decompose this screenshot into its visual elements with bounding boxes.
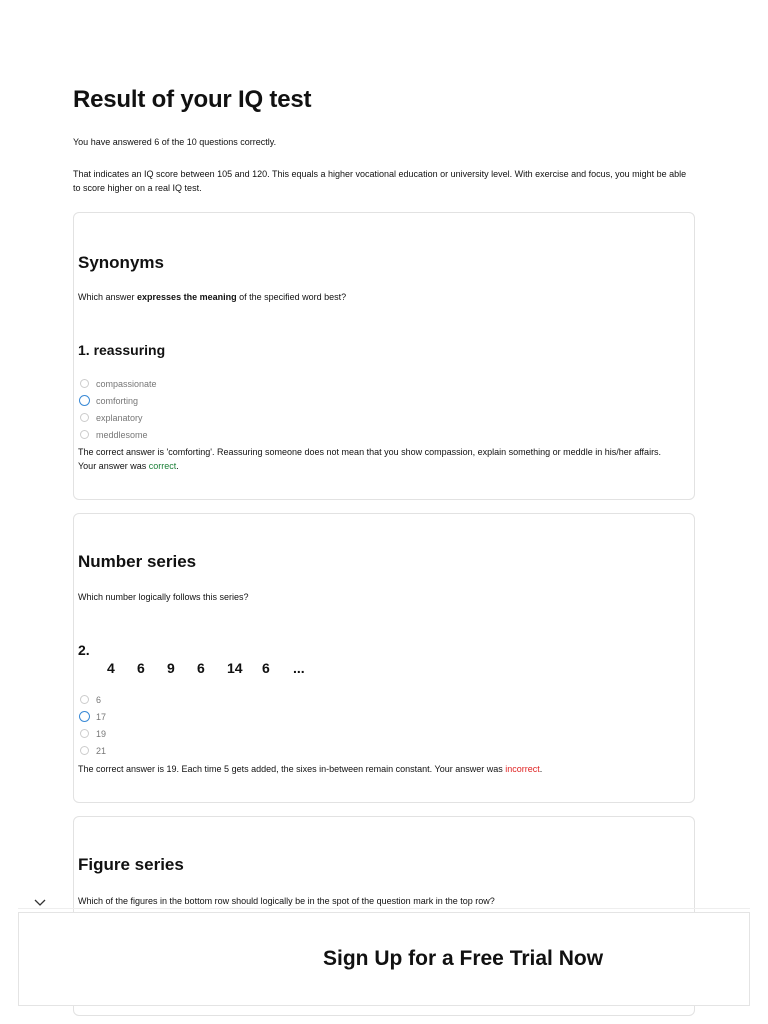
answer-explanation <box>78 762 678 776</box>
explanation-text: . <box>176 461 179 471</box>
synonyms-card <box>73 212 695 500</box>
series-number: 4 <box>107 660 115 676</box>
result-correct: correct <box>148 461 177 471</box>
section-title: Number series <box>78 552 197 571</box>
answer-option[interactable] <box>80 375 157 392</box>
answer-options <box>80 691 106 759</box>
signup-banner <box>18 912 750 1006</box>
option-label: 21 <box>96 745 107 756</box>
radio-button[interactable] <box>80 379 89 388</box>
results-header <box>73 86 697 114</box>
answer-option[interactable] <box>80 691 106 708</box>
answer-option[interactable] <box>80 708 106 725</box>
option-label: compassionate <box>96 378 157 389</box>
option-label: 17 <box>96 711 107 722</box>
radio-button[interactable] <box>80 746 89 755</box>
section-title: Synonyms <box>78 253 164 272</box>
radio-button[interactable] <box>80 729 89 738</box>
option-label: meddlesome <box>96 429 148 440</box>
divider <box>18 908 750 909</box>
section-instruction: Which number logically follows this series? <box>78 592 249 602</box>
radio-button-selected[interactable] <box>79 711 90 722</box>
question-title: 1. reassuring <box>78 342 166 358</box>
answer-explanation <box>78 445 678 473</box>
series-number: 9 <box>167 660 175 676</box>
answer-option[interactable] <box>80 409 157 426</box>
page-title: Result of your IQ test <box>73 86 312 113</box>
instruction-text: Which answer <box>78 292 138 302</box>
question-title: 2. <box>78 642 90 658</box>
option-label: comforting <box>96 395 139 406</box>
answer-options <box>80 375 157 443</box>
section-title: Figure series <box>78 855 184 874</box>
instruction-text: of the specified word best? <box>236 292 347 302</box>
explanation-text: The correct answer is 19. Each time 5 gets added, the sixes in-between remain constant. Your answer was <box>78 764 506 774</box>
section-instruction <box>78 292 346 302</box>
section-instruction: Which of the figures in the bottom row should logically be in the spot of the question mark in the top row? <box>78 896 495 906</box>
number-series <box>107 660 323 676</box>
answer-option[interactable] <box>80 426 157 443</box>
instruction-emphasis: expresses the meaning <box>137 292 237 302</box>
free-trial-signup-button[interactable]: Sign Up for a Free Trial Now <box>323 947 604 970</box>
radio-button[interactable] <box>80 430 89 439</box>
score-interpretation: That indicates an IQ score between 105 and 120. This equals a higher vocational education or university level. With exercise and focus, you might be able to score higher on a real IQ test. <box>73 169 687 193</box>
series-number: 6 <box>137 660 145 676</box>
explanation-text: . <box>539 764 543 774</box>
chevron-down-icon[interactable] <box>33 895 47 909</box>
series-number: 14 <box>227 660 243 676</box>
series-ellipsis: ... <box>293 660 305 676</box>
answer-option[interactable] <box>80 725 106 742</box>
answer-option[interactable] <box>80 392 157 409</box>
series-number: 6 <box>197 660 205 676</box>
banner-fade <box>649 913 749 1005</box>
option-label: 6 <box>96 694 102 705</box>
radio-button[interactable] <box>80 695 89 704</box>
radio-button[interactable] <box>80 413 89 422</box>
number-series-card <box>73 513 695 803</box>
option-label: 19 <box>96 728 107 739</box>
radio-button-selected[interactable] <box>79 395 90 406</box>
option-label: explanatory <box>96 412 143 423</box>
answer-option[interactable] <box>80 742 106 759</box>
explanation-text: The correct answer is 'comforting'. Reassuring someone does not mean that you show compassion, explain something or meddle in his/her affairs. Your answer was <box>78 447 662 471</box>
score-summary: You have answered 6 of the 10 questions correctly. <box>73 137 277 147</box>
series-number: 6 <box>262 660 270 676</box>
result-incorrect: incorrect <box>505 764 540 774</box>
